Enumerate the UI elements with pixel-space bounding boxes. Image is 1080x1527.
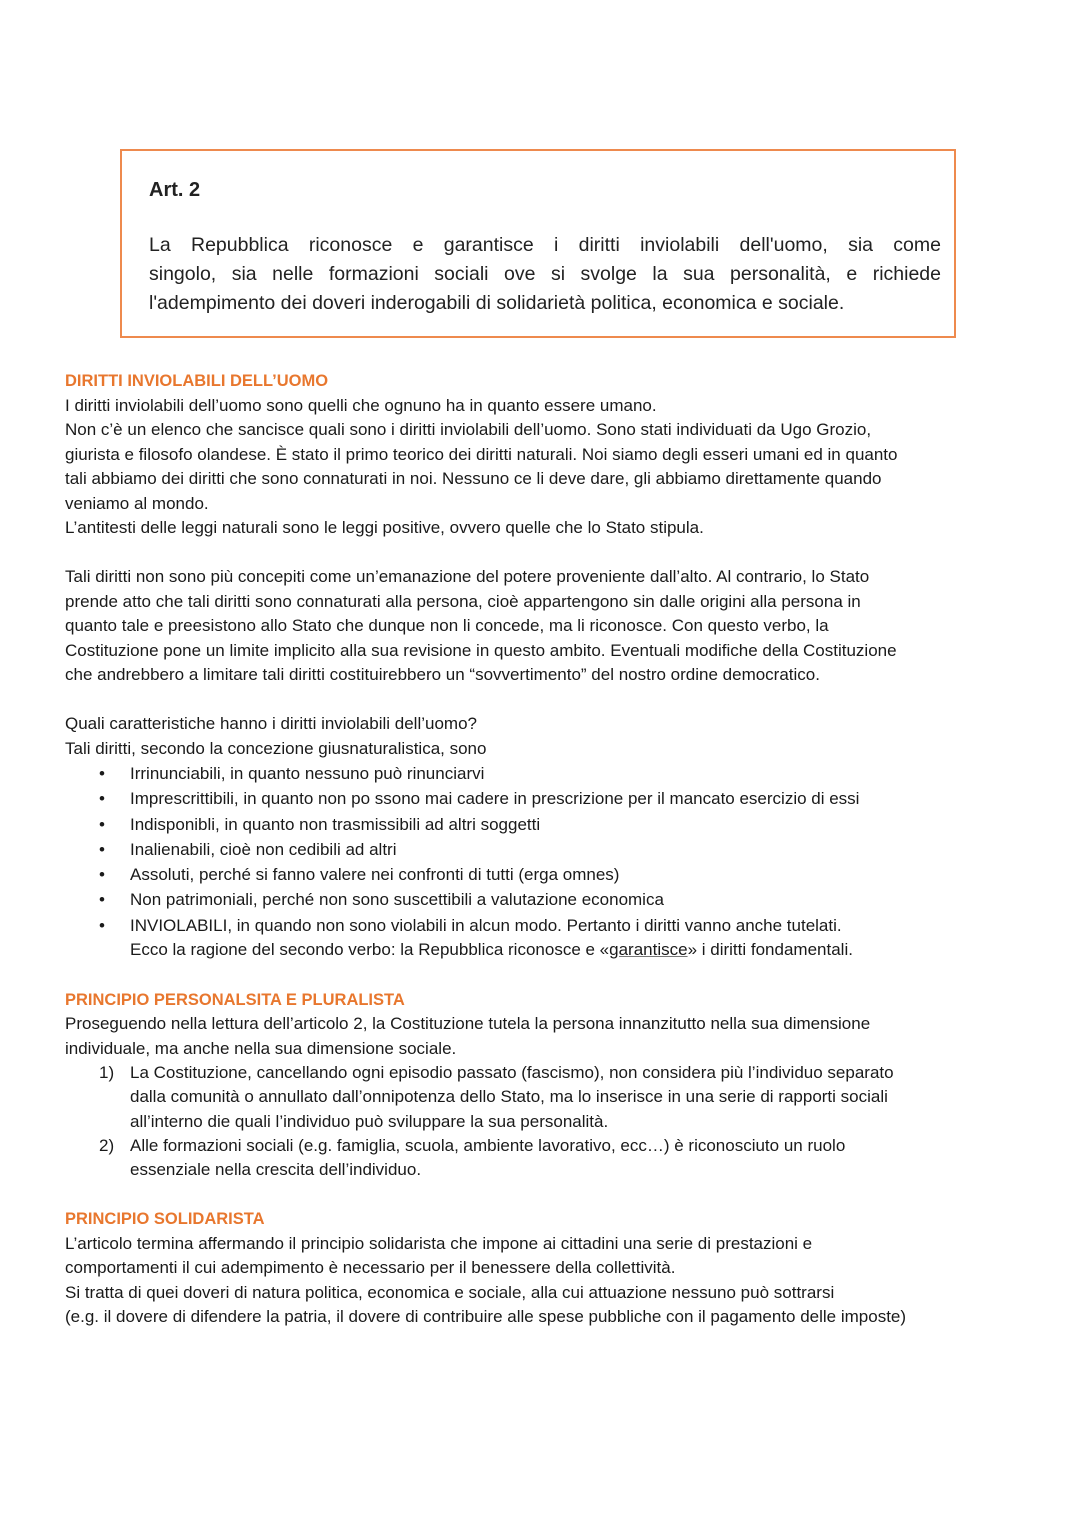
bullet-text: Inalienabili, cioè non cedibili ad altri — [130, 839, 397, 859]
text-line: (e.g. il dovere di difendere la patria, il dovere di contribuire alle spese pubbliche con il pagamento delle imposte) — [65, 1307, 907, 1327]
text-line: giurista e filosofo olandese. È stato il primo teorico dei diritti naturali. Noi siamo degli esseri umani ed in quanto — [65, 444, 898, 464]
text-line: I diritti inviolabili dell’uomo sono quelli che ognuno ha in quanto essere umano. — [65, 395, 657, 415]
text-line: individuale, ma anche nella sua dimensione sociale. — [65, 1038, 457, 1058]
text-line: L’antitesti delle leggi naturali sono le leggi positive, ovvero quelle che lo Stato stipula. — [65, 518, 704, 537]
bullet-item — [65, 786, 1025, 811]
text-line: Si tratta di quei doveri di natura politica, economica e sociale, alla cui attuazione nessuno può sottrarsi — [65, 1282, 835, 1302]
text-line: Proseguendo nella lettura dell’articolo 2, la Costituzione tutela la persona innanzitutto nella sua dimensione — [65, 1014, 871, 1034]
item-number: 2) — [99, 1135, 115, 1155]
item-text: Alle formazioni sociali (e.g. famiglia, scuola, ambiente lavorativo, ecc…) è riconosciuto un ruolo — [130, 1135, 846, 1155]
text-line: tali abbiamo dei diritti che sono connaturati in noi. Nessuno ce li deve dare, gli abbiamo direttamente quando — [65, 469, 882, 488]
article-title: Art. 2 — [149, 179, 201, 201]
bullet-text: INVIOLABILI, in quando non sono violabili in alcun modo. Pertanto i diritti vanno anche tutelati. — [130, 915, 842, 935]
section-heading: PRINCIPIO SOLIDARISTA — [65, 1210, 265, 1229]
text-span: Ecco la ragione del secondo verbo: la Repubblica riconosce e « — [130, 940, 610, 960]
bullet-item — [65, 761, 1025, 786]
bullet-icon: • — [99, 890, 105, 910]
numbered-item-cont — [65, 1158, 1025, 1182]
section-heading: DIRITTI INVIOLABILI DELL’UOMO — [65, 372, 329, 390]
text-line: Costituzione pone un limite implicito alla sua revisione in questo ambito. Eventuali modifiche della Costituzione — [65, 640, 897, 660]
text-line: quanto tale e preesistono allo Stato che dunque non li concede, ma li riconosce. Con questo verbo, la — [65, 616, 829, 635]
bullet-icon: • — [99, 915, 105, 935]
bullet-icon: • — [99, 839, 105, 859]
bullet-item — [65, 862, 1025, 887]
text-line: Non c’è un elenco che sancisce quali sono i diritti inviolabili dell’uomo. Sono stati individuati da Ugo Grozio, — [65, 420, 872, 439]
numbered-item — [65, 1134, 1025, 1158]
text-span: » i diritti fondamentali. — [687, 940, 853, 960]
text-line: veniamo al mondo. — [65, 493, 209, 513]
bullet-item — [65, 887, 1025, 912]
bullet-text: Non patrimoniali, perché non sono suscettibili a valutazione economica — [130, 890, 664, 910]
bullet-item — [65, 913, 1025, 938]
numbered-item — [65, 1061, 1025, 1085]
numbered-item-cont — [65, 1110, 1025, 1134]
text-line: prende atto che tali diritti sono connaturati alla persona, cioè appartengono sin dalle origini alla persona in — [65, 591, 861, 611]
numbered-item-cont — [65, 1085, 1025, 1109]
item-text: dalla comunità o annullato dall’onnipotenza dello Stato, ma lo inserisce in una serie di rapporti sociali — [130, 1087, 888, 1107]
item-text: essenziale nella crescita dell’individuo. — [130, 1160, 422, 1180]
bullet-text: Indisponibli, in quanto non trasmissibili ad altri soggetti — [130, 814, 541, 834]
bullet-icon: • — [99, 789, 105, 809]
text-line: che andrebbero a limitare tali diritti costituirebbero un “sovvertimento” del nostro ordine democratico. — [65, 665, 820, 684]
bullet-item — [65, 812, 1025, 837]
bullet-icon: • — [99, 814, 105, 834]
article-line: l'adempimento dei doveri inderogabili di solidarietà politica, economica e sociale. — [149, 292, 845, 314]
underlined-word: garantisce — [609, 940, 688, 960]
item-text: all’interno die quali l’individuo può sviluppare la sua personalità. — [130, 1111, 609, 1131]
article-line: singolo, sia nelle formazioni sociali ove si svolge la sua personalità, e richiede — [149, 263, 941, 285]
text-line: Tali diritti, secondo la concezione giusnaturalistica, sono — [65, 738, 487, 758]
article-line: La Repubblica riconosce e garantisce i diritti inviolabili dell'uomo, sia come — [149, 234, 941, 256]
bullet-icon: • — [99, 764, 105, 783]
document-body — [65, 369, 1025, 1330]
question: Quali caratteristiche hanno i diritti inviolabili dell’uomo? — [65, 714, 477, 733]
bullet-icon: • — [99, 865, 105, 885]
article-box — [120, 149, 956, 338]
bullet-item — [65, 837, 1025, 862]
bullet-continuation — [65, 938, 1025, 963]
article-text — [149, 231, 941, 318]
bullet-text: Imprescrittibili, in quanto non po ssono mai cadere in prescrizione per il mancato esercizio di essi — [130, 789, 860, 809]
text-line: L’articolo termina affermando il principio solidarista che impone ai cittadini una serie di prestazioni e — [65, 1233, 813, 1253]
item-text: La Costituzione, cancellando ogni episodio passato (fascismo), non considera più l’individuo separato — [130, 1063, 894, 1083]
text-line: comportamenti il cui adempimento è necessario per il benessere della collettività. — [65, 1258, 676, 1278]
bullet-text: Assoluti, perché si fanno valere nei confronti di tutti (erga omnes) — [130, 865, 620, 885]
item-number: 1) — [99, 1063, 115, 1083]
section-heading: PRINCIPIO PERSONALSITA E PLURALISTA — [65, 990, 405, 1009]
bullet-text: Irrinunciabili, in quanto nessuno può rinunciarvi — [130, 764, 485, 783]
text-line: Tali diritti non sono più concepiti come un’emanazione del potere proveniente dall’alto. Al contrario, lo Stato — [65, 567, 870, 586]
